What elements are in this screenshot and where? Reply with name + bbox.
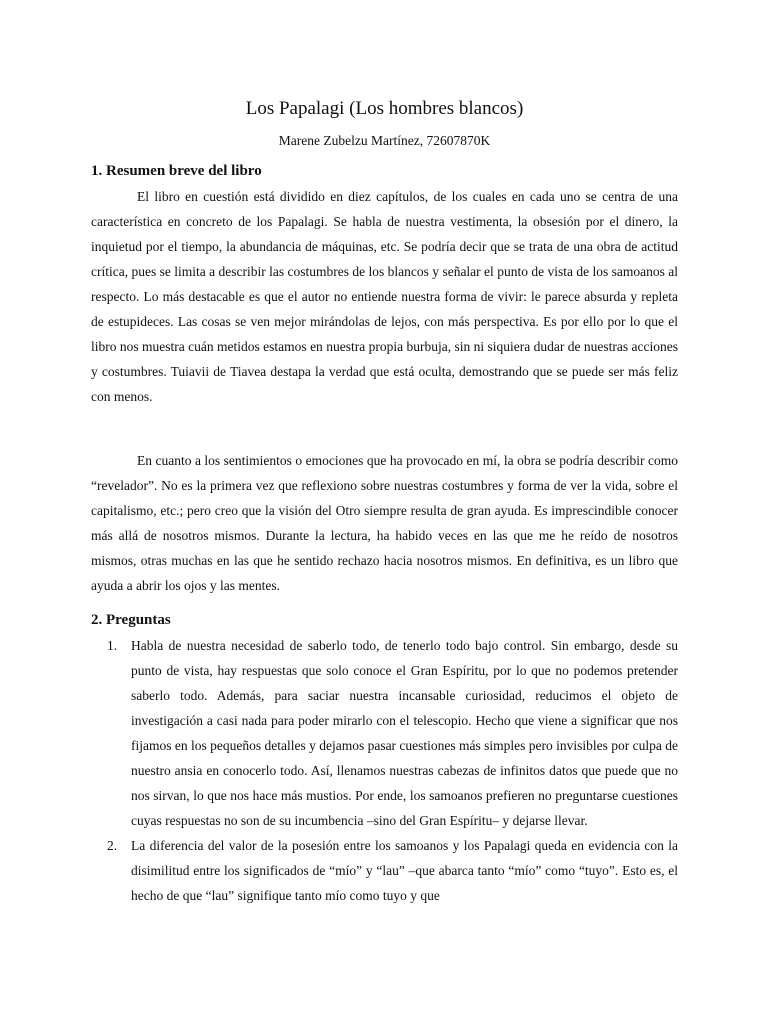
summary-paragraph-2: En cuanto a los sentimientos o emociones que ha provocado en mí, la obra se podría describir como “revelador”. No es la primera vez que reflexiono sobre nuestras costumbres y forma de ver la vida, sobre el capitalismo, etc.; pero creo que la visión del Otro siempre resulta de gran ayuda. Es imprescindible conocer más allá de nosotros mismos. Durante la lectura, ha habido veces en las que me he reído de nosotros mismos, otras muchas en las que he sentido rechazo hacia nosotros mismos. En definitiva, es un libro que ayuda a abrir los ojos y las mentes. <box>91 453 678 593</box>
section-heading-questions: 2. Preguntas <box>91 612 171 628</box>
questions-list <box>91 633 678 908</box>
question-text: La diferencia del valor de la posesión entre los samoanos y los Papalagi queda en evidencia con la disimilitud entre los significados de “mío” y “lau” –que abarca tanto “mío” como “tuyo”. Esto es, el hecho de que “lau” signifique tanto mío como tuyo y que <box>131 838 678 903</box>
document-author: Marene Zubelzu Martínez, 72607870K <box>278 133 491 148</box>
document-title: Los Papalagi (Los hombres blancos) <box>245 98 524 119</box>
question-item-1 <box>91 633 678 833</box>
question-number: 2. <box>107 838 118 853</box>
document-page <box>91 0 678 1024</box>
question-number: 1. <box>107 638 118 653</box>
question-text: Habla de nuestra necesidad de saberlo todo, de tenerlo todo bajo control. Sin embargo, desde su punto de vista, hay respuestas que solo conoce el Gran Espíritu, por lo que no podemos pretender saberlo todo. Además, para saciar nuestra incansable curiosidad, reducimos el objeto de investigación a casi nada para poder mirarlo con el telescopio. Hecho que viene a significar que nos fijamos en los pequeños detalles y dejamos pasar cuestiones más simples pero invisibles por culpa de nuestro ansia en conocerlo todo. Así, llenamos nuestras cabezas de infinitos datos que puede que no nos sirvan, lo que nos hace más mustios. Por ende, los samoanos prefieren no preguntarse cuestiones cuyas respuestas no son de su incumbencia –sino del Gran Espíritu– y dejarse llevar. <box>131 638 679 828</box>
summary-paragraph-1: El libro en cuestión está dividido en diez capítulos, de los cuales en cada uno se centra de una característica en concreto de los Papalagi. Se habla de nuestra vestimenta, la obsesión por el dinero, la inquietud por el tiempo, la abundancia de máquinas, etc. Se podría decir que se trata de una obra de actitud crítica, pues se limita a describir las costumbres de los blancos y señalar el punto de vista de los samoanos al respecto. Lo más destacable es que el autor no entiende nuestra forma de vivir: le parece absurda y repleta de estupideces. Las cosas se ven mejor mirándolas de lejos, con más perspectiva. Es por ello por lo que el libro nos muestra cuán metidos estamos en nuestra propia burbuja, sin ni siquiera dudar de nuestras acciones y costumbres. Tuiavii de Tiavea destapa la verdad que está oculta, demostrando que se puede ser más feliz con menos. <box>91 189 678 404</box>
section-heading-summary: 1. Resumen breve del libro <box>91 163 262 179</box>
question-item-2 <box>91 833 678 908</box>
